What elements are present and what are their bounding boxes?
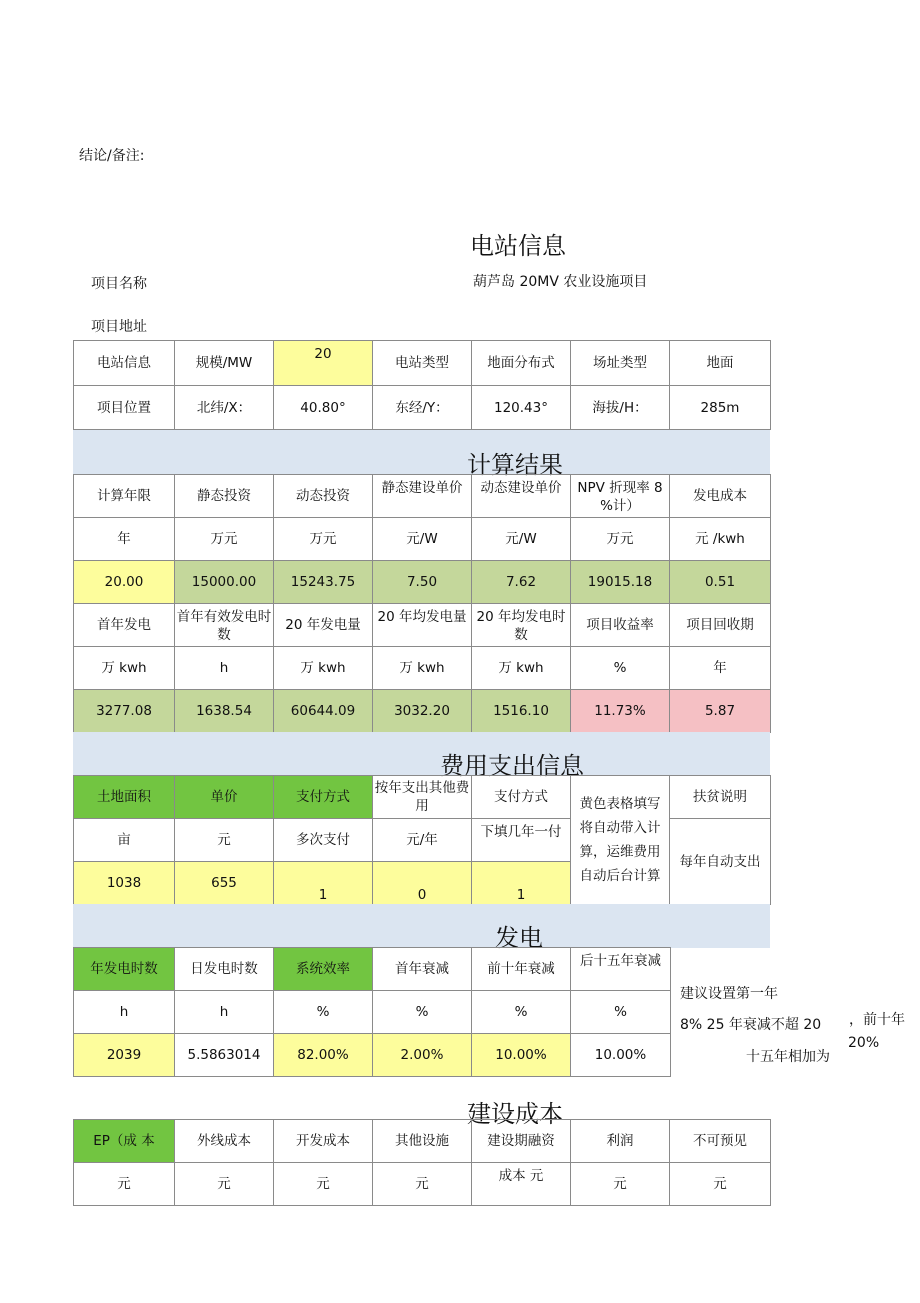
cost-header [74, 776, 771, 819]
cell: 元 [670, 1163, 771, 1206]
gen-values [74, 1034, 671, 1077]
cell: 项目回收期 [670, 604, 771, 647]
cell: 11.73% [571, 690, 670, 733]
cell: 万元 [175, 518, 274, 561]
remark-label: 结论/备注: [79, 148, 145, 164]
build-units [74, 1163, 771, 1206]
cell: 元/W [472, 518, 571, 561]
calc-units-2 [74, 647, 771, 690]
cell: 7.62 [472, 561, 571, 604]
cell: 元/年 [373, 819, 472, 862]
cell: h [74, 991, 175, 1034]
cell: 按年支出其他费用 [373, 776, 472, 819]
cell: 海拔/H： [571, 386, 670, 430]
longitude-value[interactable]: 120.43° [472, 386, 571, 430]
cell: 15243.75 [274, 561, 373, 604]
project-address-label: 项目地址 [91, 319, 147, 335]
cell: 元 [373, 1163, 472, 1206]
station-row-2 [74, 386, 771, 430]
cell: 万 kwh [373, 647, 472, 690]
cost-info-title: 费用支出信息 [440, 752, 584, 780]
cell: 场址类型 [571, 341, 670, 386]
calc-results-title: 计算结果 [467, 451, 563, 479]
cell: 元 [274, 1163, 373, 1206]
gen-note-4: 20% [848, 1035, 880, 1051]
project-name-value: 葫芦岛 20MV 农业设施项目 [473, 274, 648, 290]
cell: 5.87 [670, 690, 771, 733]
cell: 下填几年一付 [472, 819, 571, 862]
other-expense-input[interactable]: 0 [373, 862, 472, 905]
cell: 元 [175, 1163, 274, 1206]
cell: 1638.54 [175, 690, 274, 733]
cell: 电站信息 [74, 341, 175, 386]
gen-band [73, 904, 770, 948]
system-efficiency-input[interactable]: 82.00% [274, 1034, 373, 1077]
calc-band [73, 430, 770, 474]
cell: NPV 折现率 8 %计） [571, 475, 670, 518]
cell: 元 /kwh [670, 518, 771, 561]
generation-title: 发电 [495, 924, 543, 952]
cell: 扶贫说明 [670, 776, 771, 819]
cell: 5.5863014 [175, 1034, 274, 1077]
cell: 不可预见 [670, 1120, 771, 1163]
land-area-input[interactable]: 1038 [74, 862, 175, 905]
cell: 20 年均发电量 [373, 604, 472, 647]
cell: 3277.08 [74, 690, 175, 733]
cell: h [175, 991, 274, 1034]
first-ten-decay-input[interactable]: 10.00% [472, 1034, 571, 1077]
calc-values-1 [74, 561, 771, 604]
payment-count-input[interactable]: 1 [274, 862, 373, 905]
cell: 静态建设单价 [373, 475, 472, 518]
cell: % [373, 991, 472, 1034]
cell: 规模/MW [175, 341, 274, 386]
cell: 地面分布式 [472, 341, 571, 386]
gen-note-5: 十五年相加为 [746, 1049, 830, 1065]
cell: h [175, 647, 274, 690]
cell: 发电成本 [670, 475, 771, 518]
gen-header [74, 948, 671, 991]
cell: 后十五年衰减 [571, 948, 671, 991]
cost-band [73, 732, 770, 776]
yellow-cell-note: 黄色表格填写将自动带入计算，运维费用自动后台计算 [571, 776, 670, 905]
cell: 万 kwh [274, 647, 373, 690]
cell: 电站类型 [373, 341, 472, 386]
gen-note-1: 建议设置第一年 [680, 986, 778, 1002]
cell: % [472, 991, 571, 1034]
cell: 年 [670, 647, 771, 690]
cell: 0.51 [670, 561, 771, 604]
cell: 项目位置 [74, 386, 175, 430]
station-info-title: 电站信息 [470, 232, 566, 260]
cell: 项目收益率 [571, 604, 670, 647]
cell: 计算年限 [74, 475, 175, 518]
cell: 动态投资 [274, 475, 373, 518]
cell: EP（成 本 [74, 1120, 175, 1163]
gen-note-2: 8% 25 年衰减不超 20 [680, 1017, 822, 1033]
cell: 20 年发电量 [274, 604, 373, 647]
station-info-table [73, 340, 771, 430]
latitude-value[interactable]: 40.80° [274, 386, 373, 430]
cell: % [571, 991, 671, 1034]
cell: 元 [571, 1163, 670, 1206]
cell: 其他设施 [373, 1120, 472, 1163]
cell: 系统效率 [274, 948, 373, 991]
cell: 多次支付 [274, 819, 373, 862]
cell: 北纬/X： [175, 386, 274, 430]
cell: 成本 元 [472, 1163, 571, 1206]
generation-table [73, 947, 671, 1077]
altitude-value[interactable]: 285m [670, 386, 771, 430]
calc-header-2 [74, 604, 771, 647]
cell: 东经/Y： [373, 386, 472, 430]
calc-values-2 [74, 690, 771, 733]
cell: 元/W [373, 518, 472, 561]
cell: 元 [175, 819, 274, 862]
unit-price-input[interactable]: 655 [175, 862, 274, 905]
annual-hours-input[interactable]: 2039 [74, 1034, 175, 1077]
cell: 7.50 [373, 561, 472, 604]
cell: 19015.18 [571, 561, 670, 604]
cell: 万元 [274, 518, 373, 561]
cost-info-table [73, 775, 771, 905]
cell: 元 [74, 1163, 175, 1206]
cell: 万 kwh [472, 647, 571, 690]
cell: 60644.09 [274, 690, 373, 733]
station-row-1 [74, 341, 771, 386]
calc-years-input[interactable]: 20.00 [74, 561, 175, 604]
cell: 土地面积 [74, 776, 175, 819]
cell: 首年发电 [74, 604, 175, 647]
calc-header-1 [74, 475, 771, 518]
cell: 单价 [175, 776, 274, 819]
cell: 20 年均发电时数 [472, 604, 571, 647]
cell: 支付方式 [472, 776, 571, 819]
cell: 亩 [74, 819, 175, 862]
cell: 动态建设单价 [472, 475, 571, 518]
cell: 外线成本 [175, 1120, 274, 1163]
cell: 年发电时数 [74, 948, 175, 991]
calc-results-table [73, 474, 771, 733]
cell: 利润 [571, 1120, 670, 1163]
cell: 首年有效发电时数 [175, 604, 274, 647]
cell: 开发成本 [274, 1120, 373, 1163]
cell: 支付方式 [274, 776, 373, 819]
cell: 10.00% [571, 1034, 671, 1077]
cell: % [274, 991, 373, 1034]
build-cost-title: 建设成本 [467, 1100, 563, 1128]
build-header [74, 1120, 771, 1163]
cell: 日发电时数 [175, 948, 274, 991]
cell: % [571, 647, 670, 690]
gen-units [74, 991, 671, 1034]
cell: 建设期融资 [472, 1120, 571, 1163]
payment-interval-input[interactable]: 1 [472, 862, 571, 905]
first-year-decay-input[interactable]: 2.00% [373, 1034, 472, 1077]
build-cost-table [73, 1119, 771, 1206]
cell: 前十年衰减 [472, 948, 571, 991]
cell: 首年衰减 [373, 948, 472, 991]
cell: 静态投资 [175, 475, 274, 518]
cell: 年 [74, 518, 175, 561]
cell: 3032.20 [373, 690, 472, 733]
gen-note-3: ，前十年 [849, 1012, 905, 1028]
cell: 万元 [571, 518, 670, 561]
poverty-note: 每年自动支出 [670, 819, 771, 905]
cell: 地面 [670, 341, 771, 386]
scale-input[interactable]: 20 [274, 341, 373, 386]
cell: 1516.10 [472, 690, 571, 733]
cell: 15000.00 [175, 561, 274, 604]
project-name-label: 项目名称 [91, 276, 147, 292]
calc-units-1 [74, 518, 771, 561]
cell: 万 kwh [74, 647, 175, 690]
